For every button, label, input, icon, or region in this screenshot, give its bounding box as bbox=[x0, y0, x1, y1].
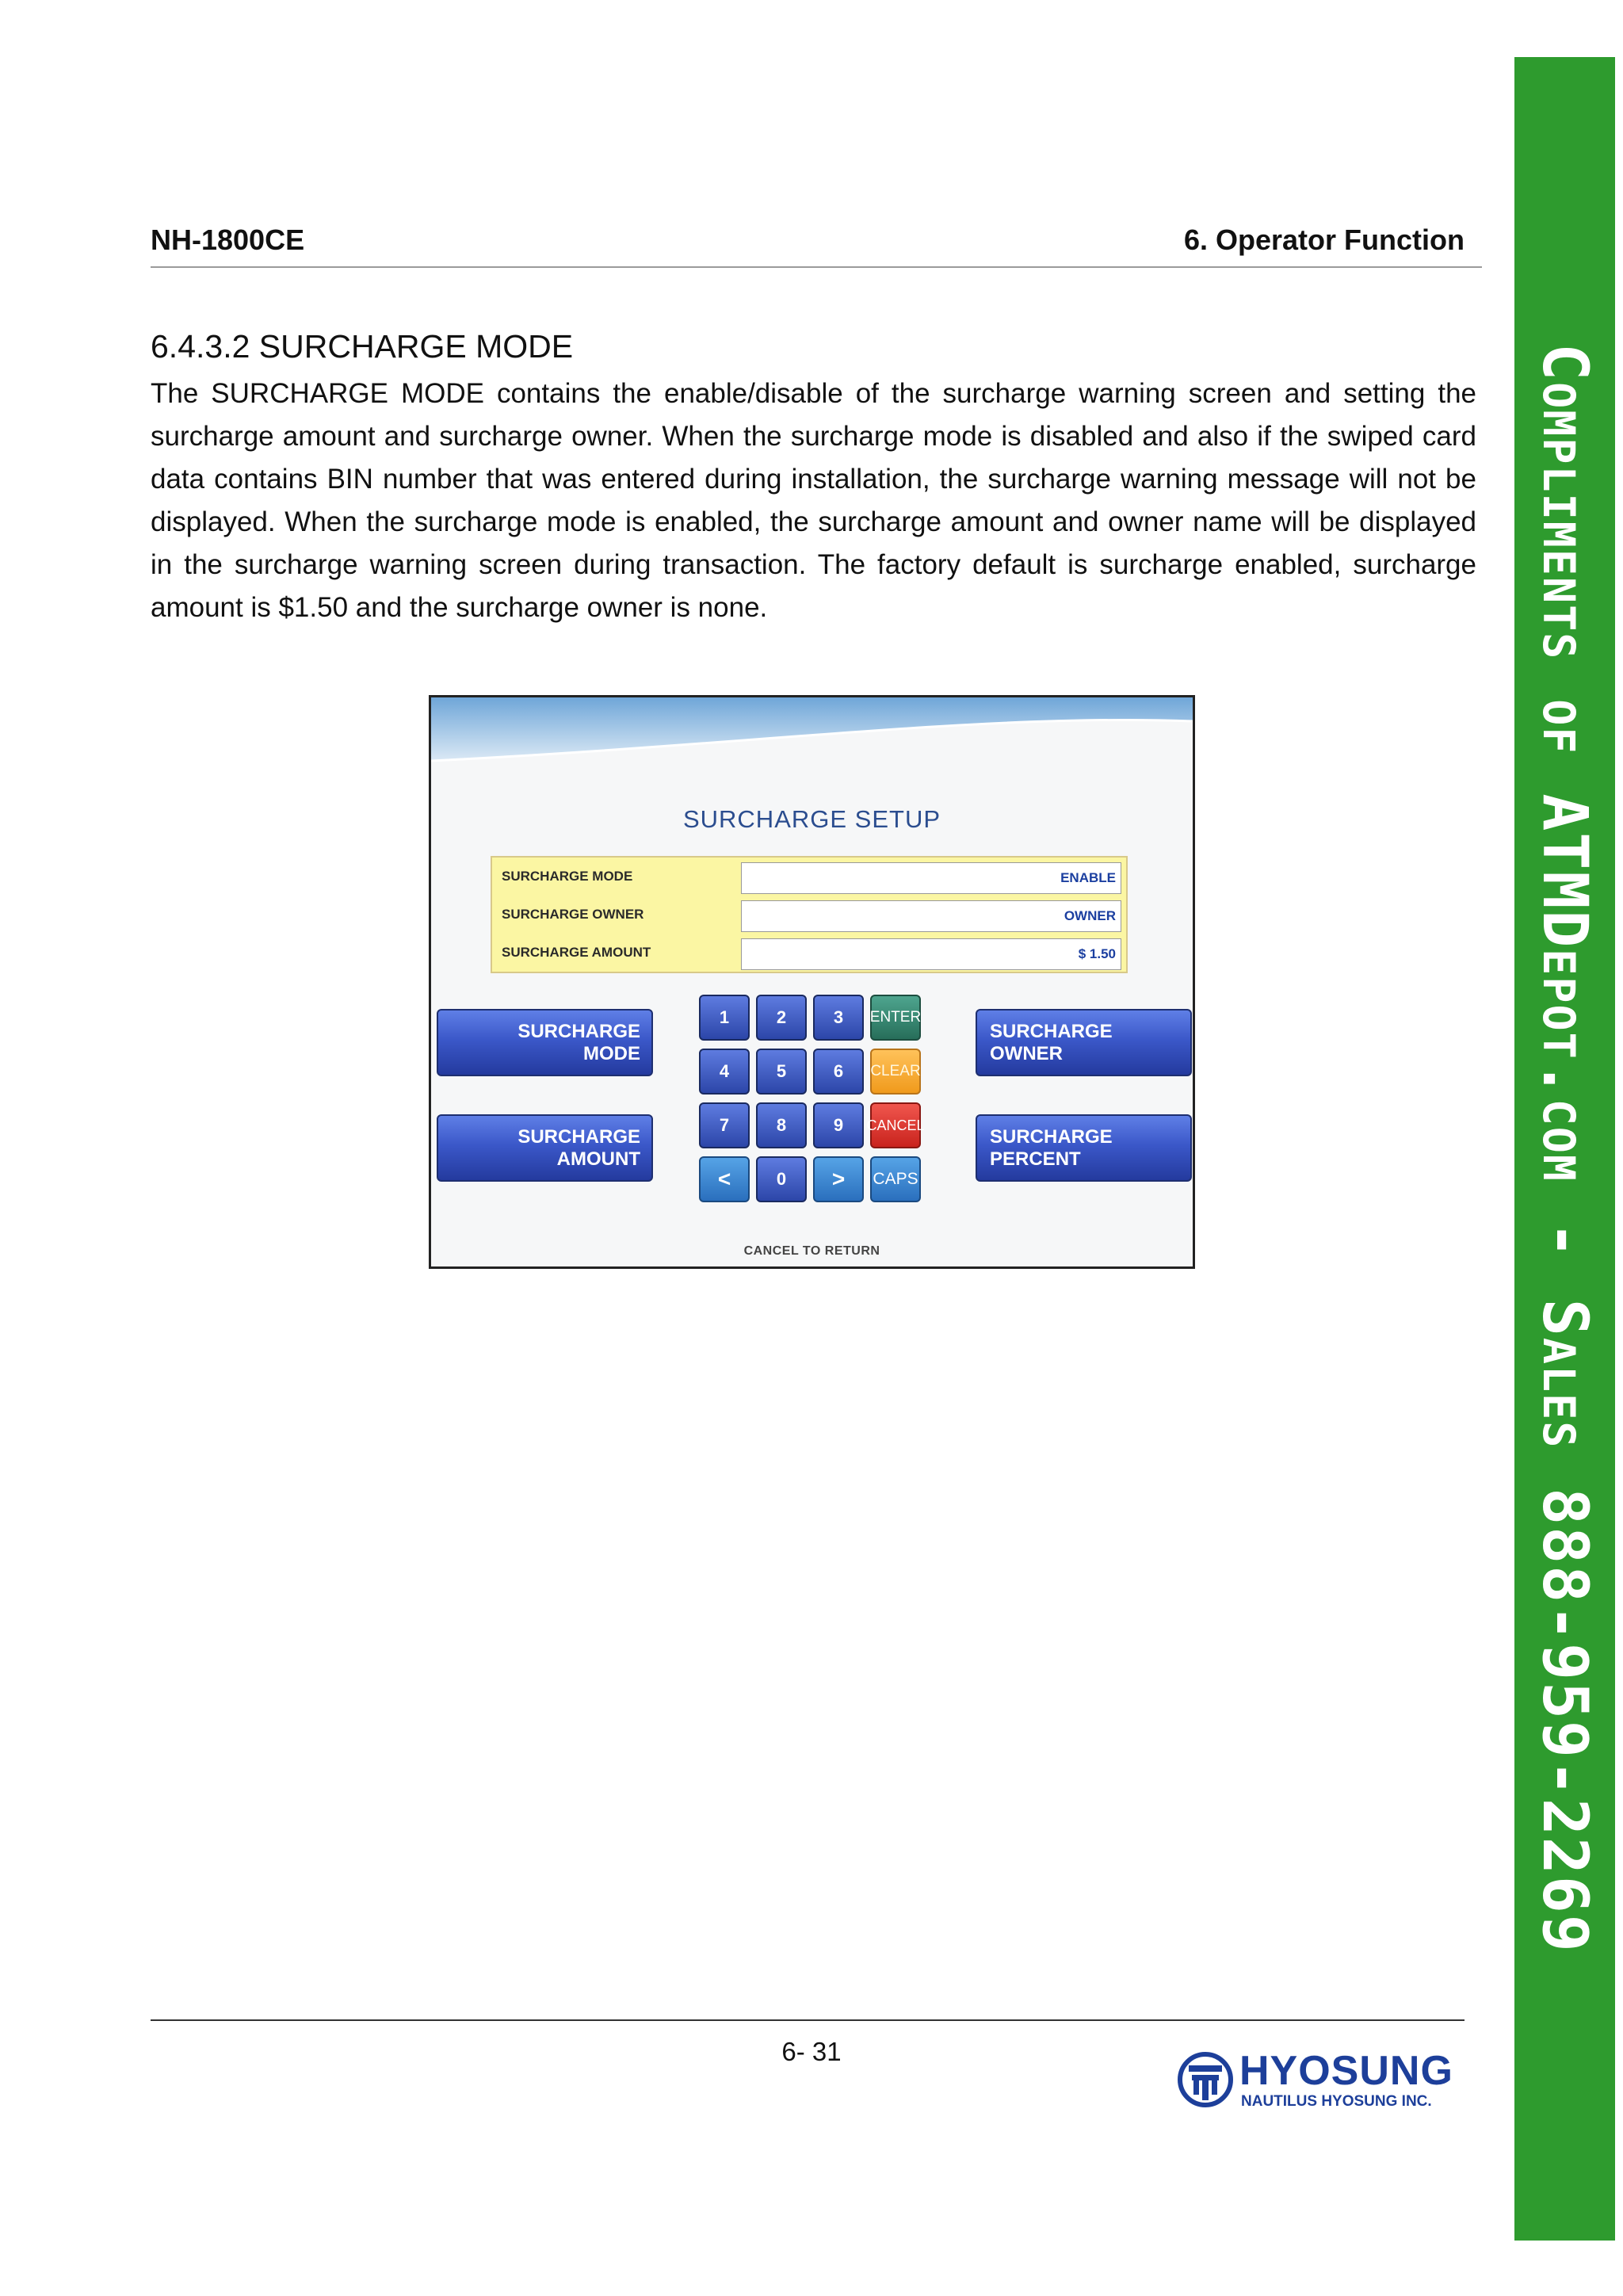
footer-divider bbox=[151, 2019, 1465, 2021]
logo-wordmark: HYOSUNG bbox=[1239, 2048, 1453, 2094]
cursor-left-key[interactable]: < bbox=[699, 1156, 750, 1202]
surcharge-percent-button[interactable] bbox=[976, 1114, 1192, 1182]
doc-chapter-header: 6. Operator Function bbox=[1183, 223, 1465, 256]
promo-banner-text: Compliments of ATMDepot.com - Sales 888-959-2269 bbox=[1529, 343, 1600, 1954]
key-7[interactable]: 7 bbox=[699, 1102, 750, 1148]
key-1[interactable]: 1 bbox=[699, 995, 750, 1041]
surcharge-info-panel bbox=[491, 856, 1128, 973]
screen-title: SURCHARGE SETUP bbox=[682, 805, 941, 833]
surcharge-mode-button[interactable] bbox=[437, 1009, 653, 1076]
button-line: MODE bbox=[583, 1042, 640, 1064]
key-0[interactable]: 0 bbox=[756, 1156, 807, 1202]
cursor-right-key[interactable]: > bbox=[813, 1156, 864, 1202]
key-2[interactable]: 2 bbox=[756, 995, 807, 1041]
key-5[interactable]: 5 bbox=[756, 1049, 807, 1095]
screen-header-wave bbox=[431, 697, 1193, 777]
surcharge-amount-field: $ 1.50 bbox=[741, 938, 1121, 970]
atm-screen-screenshot bbox=[429, 695, 1195, 1269]
info-row-amount bbox=[492, 934, 1126, 972]
surcharge-owner-button[interactable] bbox=[976, 1009, 1192, 1076]
surcharge-mode-field: ENABLE bbox=[741, 862, 1121, 894]
clear-key[interactable]: CLEAR bbox=[870, 1049, 921, 1095]
section-title: 6.4.3.2 SURCHARGE MODE bbox=[151, 328, 574, 365]
page-number: 6- 31 bbox=[781, 2037, 842, 2066]
section-body: The SURCHARGE MODE contains the enable/disable of the surcharge warning screen and setting the surcharge amount and surcharge owner. When the surcharge mode is disabled and also if the swiped card data contains BIN number that was entered during installation, the surcharge warning message will not be displayed. When the surcharge mode is enabled, the surcharge amount and owner name will be displayed in the surcharge warning screen during transaction. The factory default is surcharge enabled, surcharge amount is $1.50 and the surcharge owner is none. bbox=[151, 378, 1476, 623]
info-label-mode: SURCHARGE MODE bbox=[502, 869, 633, 884]
info-row-owner bbox=[492, 896, 1126, 934]
cancel-key[interactable]: CANCEL bbox=[870, 1102, 921, 1148]
info-label-owner: SURCHARGE OWNER bbox=[502, 907, 644, 922]
cancel-to-return-hint: CANCEL TO RETURN bbox=[743, 1244, 880, 1258]
surcharge-owner-field: OWNER bbox=[741, 900, 1121, 932]
hyosung-emblem-icon bbox=[1178, 2052, 1233, 2107]
info-row-mode bbox=[492, 858, 1126, 896]
surcharge-amount-button[interactable] bbox=[437, 1114, 653, 1182]
key-8[interactable]: 8 bbox=[756, 1102, 807, 1148]
key-3[interactable]: 3 bbox=[813, 995, 864, 1041]
key-6[interactable]: 6 bbox=[813, 1049, 864, 1095]
button-line: SURCHARGE bbox=[990, 1020, 1113, 1042]
key-9[interactable]: 9 bbox=[813, 1102, 864, 1148]
info-label-amount: SURCHARGE AMOUNT bbox=[502, 945, 651, 960]
button-line: SURCHARGE bbox=[517, 1020, 640, 1042]
caps-key[interactable]: CAPS bbox=[870, 1156, 921, 1202]
header-divider bbox=[151, 266, 1482, 268]
button-line: PERCENT bbox=[990, 1148, 1081, 1170]
logo-subtitle: NAUTILUS HYOSUNG INC. bbox=[1241, 2093, 1432, 2110]
button-line: SURCHARGE bbox=[517, 1125, 640, 1148]
doc-model-header: NH-1800CE bbox=[151, 223, 305, 256]
button-line: AMOUNT bbox=[556, 1148, 640, 1170]
button-line: SURCHARGE bbox=[990, 1125, 1113, 1148]
key-4[interactable]: 4 bbox=[699, 1049, 750, 1095]
button-line: OWNER bbox=[990, 1042, 1063, 1064]
hyosung-logo bbox=[1178, 2047, 1451, 2115]
enter-key[interactable]: ENTER bbox=[870, 995, 921, 1041]
